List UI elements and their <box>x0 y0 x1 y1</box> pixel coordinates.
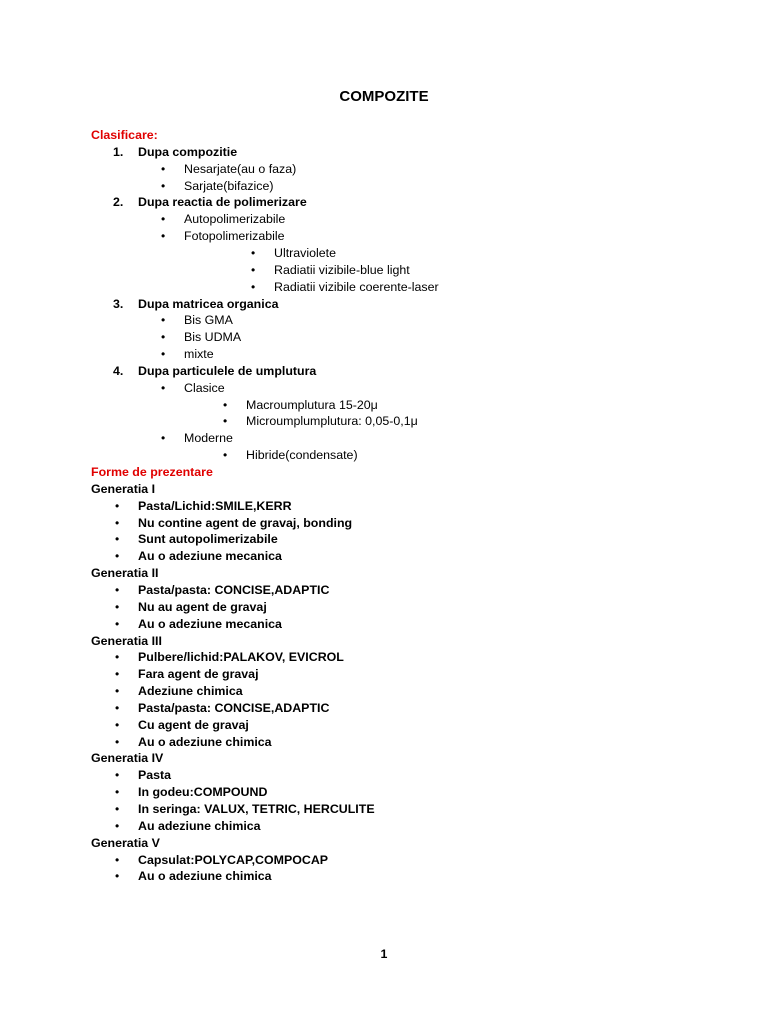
generation-item: Capsulat:POLYCAP,COMPOCAP <box>138 852 329 867</box>
generation-item: Au adeziune chimica <box>138 818 261 833</box>
generation-item: Au o adeziune mecanica <box>138 549 282 564</box>
section-heading-classification: Clasificare: <box>91 128 158 142</box>
generation-item: In seringa: VALUX, TETRIC, HERCULITE <box>138 802 375 816</box>
bullet-icon: • <box>115 532 120 547</box>
bullet-icon: • <box>115 515 120 530</box>
list-item: Fotopolimerizabile <box>184 229 285 244</box>
list-item: Moderne <box>184 431 233 446</box>
list-item: Bis UDMA <box>184 330 242 345</box>
list-number: 2. <box>113 195 124 210</box>
classification-heading: Dupa matricea organica <box>138 296 279 311</box>
bullet-icon: • <box>115 818 120 833</box>
list-number: 4. <box>113 363 124 378</box>
generation-item: Au o adeziune mecanica <box>138 616 282 631</box>
generation-item: Sunt autopolimerizabile <box>138 532 278 547</box>
generation-item: Pasta/pasta: CONCISE,ADAPTIC <box>138 700 330 715</box>
bullet-icon: • <box>161 161 166 176</box>
bullet-icon: • <box>161 431 166 446</box>
bullet-icon: • <box>115 768 120 783</box>
generation-item: Au o adeziune chimica <box>138 869 272 884</box>
bullet-icon: • <box>115 869 120 884</box>
bullet-icon: • <box>115 734 120 749</box>
bullet-icon: • <box>161 313 166 328</box>
page-title: COMPOZITE <box>339 88 429 105</box>
classification-heading: Dupa reactia de polimerizare <box>138 195 307 210</box>
bullet-icon: • <box>161 380 166 395</box>
bullet-icon: • <box>223 397 228 412</box>
bullet-icon: • <box>115 549 120 564</box>
bullet-icon: • <box>115 616 120 631</box>
sub-list-item: Radiatii vizibile coerente-laser <box>274 279 439 294</box>
generation-heading: Generatia I <box>91 481 156 496</box>
classification-heading: Dupa particulele de umplutura <box>138 363 317 378</box>
generation-item: Cu agent de gravaj <box>138 717 249 732</box>
generation-item: Pasta <box>138 768 172 783</box>
generation-item: Nu contine agent de gravaj, bonding <box>138 515 353 530</box>
bullet-icon: • <box>223 448 228 463</box>
bullet-icon: • <box>115 852 120 867</box>
bullet-icon: • <box>223 414 228 429</box>
generation-heading: Generatia III <box>91 633 162 648</box>
bullet-icon: • <box>115 802 120 816</box>
list-item: Bis GMA <box>184 313 233 328</box>
generation-heading: Generatia II <box>91 566 159 581</box>
generation-item: Pasta/pasta: CONCISE,ADAPTIC <box>138 582 330 597</box>
generation-heading: Generatia V <box>91 835 160 850</box>
classification-heading: Dupa compozitie <box>138 144 238 159</box>
bullet-icon: • <box>161 347 166 362</box>
section-heading-forms: Forme de prezentare <box>91 465 213 479</box>
bullet-icon: • <box>251 245 256 260</box>
sub-list-item: Macroumplutura 15-20μ <box>246 397 378 412</box>
bullet-icon: • <box>161 212 166 227</box>
sub-list-item: Microumplumplutura: 0,05-0,1μ <box>246 414 418 429</box>
generation-item: Pulbere/lichid:PALAKOV, EVICROL <box>138 650 344 665</box>
list-number: 3. <box>113 296 124 311</box>
bullet-icon: • <box>115 650 120 665</box>
generation-item: Pasta/Lichid:SMILE,KERR <box>138 498 292 513</box>
generation-item: Fara agent de gravaj <box>138 667 259 682</box>
generation-item: Au o adeziune chimica <box>138 734 272 749</box>
sub-list-item: Radiatii vizibile-blue light <box>274 262 410 277</box>
bullet-icon: • <box>161 330 166 345</box>
bullet-icon: • <box>251 262 256 277</box>
list-item: mixte <box>184 347 214 362</box>
list-item: Nesarjate(au o faza) <box>184 161 297 176</box>
bullet-icon: • <box>115 667 120 682</box>
bullet-icon: • <box>115 717 120 732</box>
bullet-icon: • <box>115 599 120 614</box>
bullet-icon: • <box>115 684 120 699</box>
generation-heading: Generatia IV <box>91 751 164 766</box>
bullet-icon: • <box>115 582 120 597</box>
generation-item: Nu au agent de gravaj <box>138 599 267 614</box>
generation-item: In godeu:COMPOUND <box>138 785 268 800</box>
bullet-icon: • <box>115 700 120 715</box>
sub-list-item: Ultraviolete <box>274 245 336 260</box>
list-item: Sarjate(bifazice) <box>184 178 274 193</box>
bullet-icon: • <box>251 279 256 294</box>
sub-list-item: Hibride(condensate) <box>246 448 358 463</box>
list-item: Autopolimerizabile <box>184 212 286 227</box>
bullet-icon: • <box>161 229 166 244</box>
bullet-icon: • <box>161 178 166 193</box>
list-number: 1. <box>113 144 124 159</box>
bullet-icon: • <box>115 498 120 513</box>
bullet-icon: • <box>115 785 120 800</box>
page-number: 1 <box>380 947 388 961</box>
generation-item: Adeziune chimica <box>138 684 243 699</box>
list-item: Clasice <box>184 380 225 395</box>
